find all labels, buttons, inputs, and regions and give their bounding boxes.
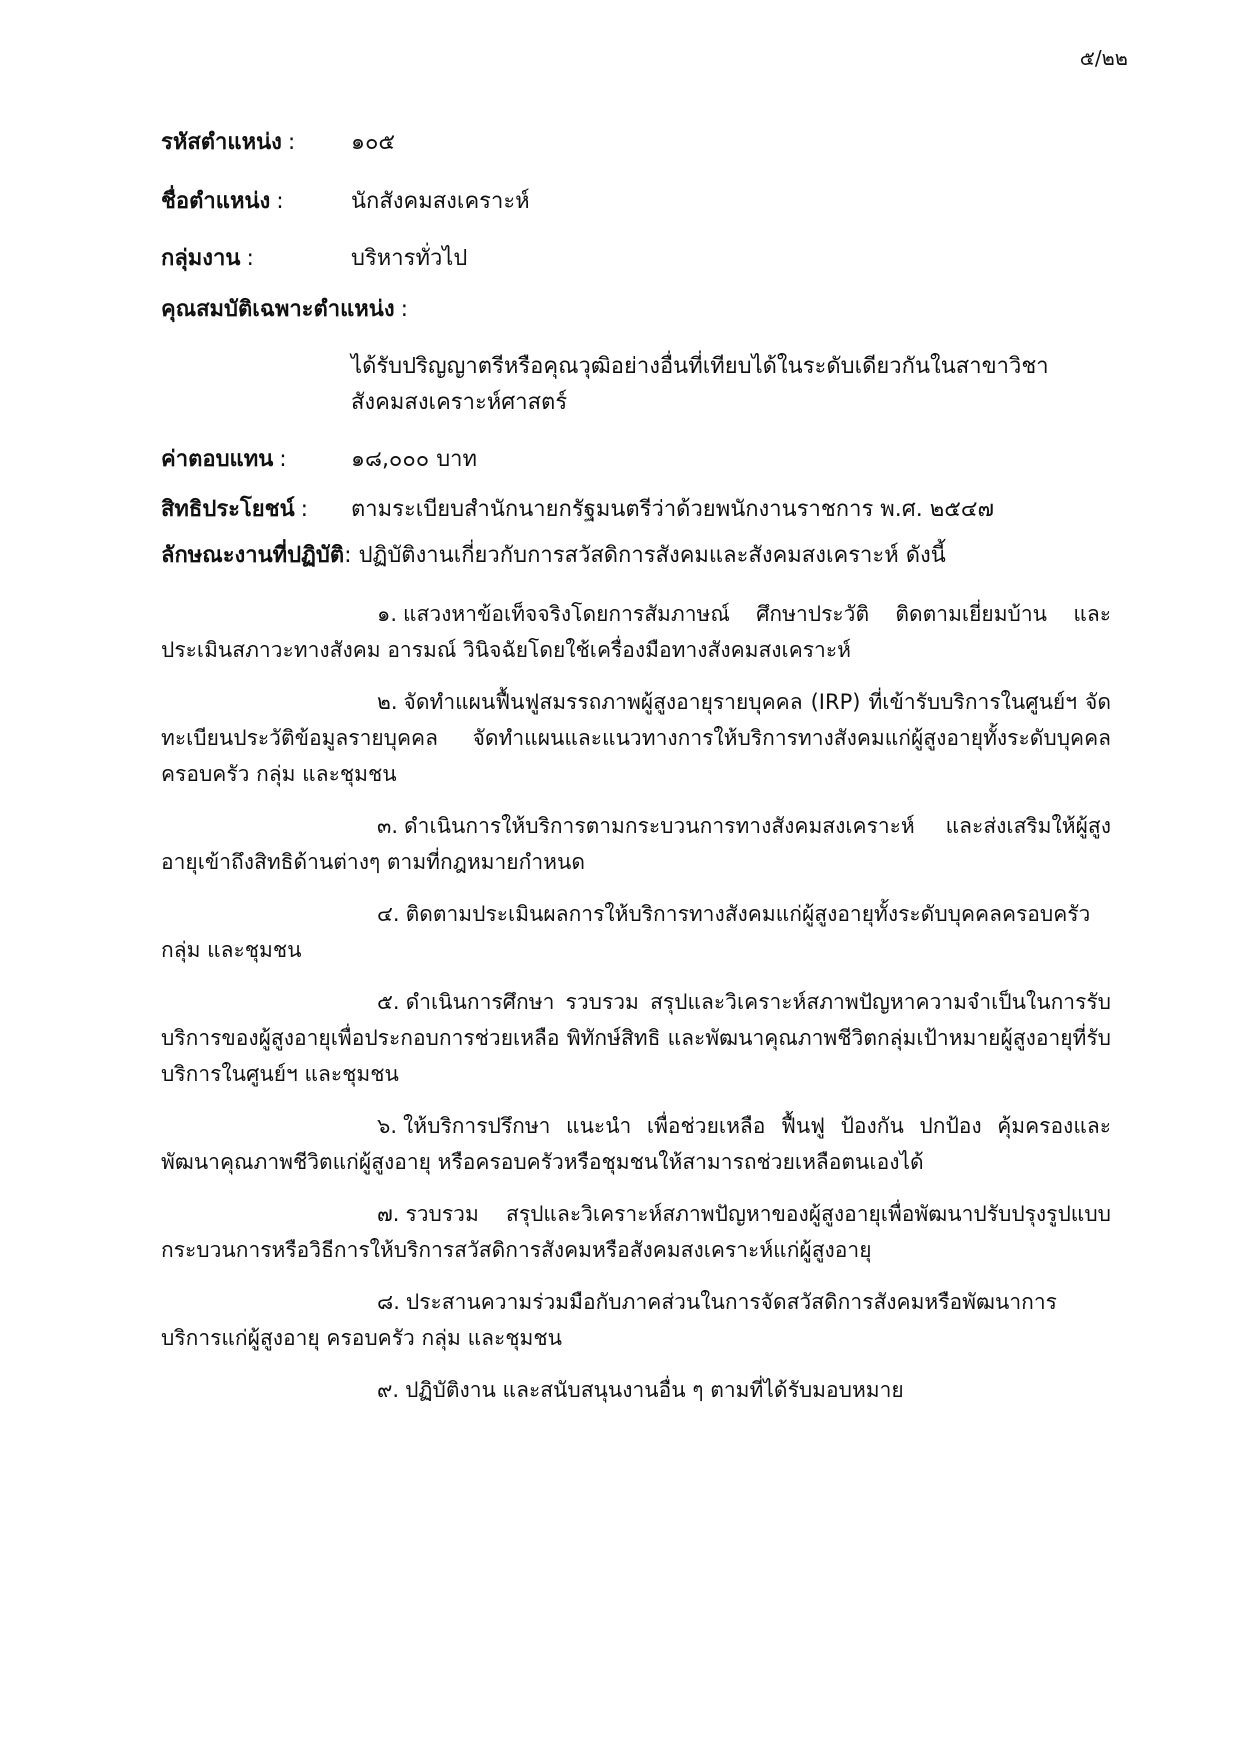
duty-number: ๕. bbox=[377, 990, 400, 1014]
duty-number: ๓. bbox=[377, 814, 399, 838]
benefits-value: ตามระเบียบสำนักนายกรัฐมนตรีว่าด้วยพนักงานราชการ พ.ศ. ๒๕๔๗ bbox=[351, 497, 995, 522]
duty-item bbox=[161, 808, 1111, 880]
work-group-value: บริหารทั่วไป bbox=[351, 246, 468, 271]
duty-number: ๗. bbox=[377, 1202, 400, 1226]
duty-text: แสวงหาข้อเท็จจริงโดยการสัมภาษณ์ ศึกษาประวัติ ติดตามเยี่ยมบ้าน และประเมินสภาวะทางสังคม อารมณ์ วินิจฉัยโดยใช้เครื่องมือทางสังคมสงเคราะห์ bbox=[161, 602, 1111, 662]
duty-text: ดำเนินการศึกษา รวบรวม สรุปและวิเคราะห์สภาพปัญหาความจำเป็นในการรับบริการของผู้สูงอายุเพื่อประกอบการช่วยเหลือ พิทักษ์สิทธิ และพัฒนาคุณภาพชีวิตกลุ่มเป้าหมายผู้สูงอายุที่รับบริการในศูนย์ฯ และชุมชน bbox=[161, 990, 1111, 1086]
duty-number: ๘. bbox=[377, 1290, 400, 1314]
position-code-value: ๑๐๕ bbox=[351, 130, 396, 155]
duty-text: ประสานความร่วมมือกับภาคส่วนในการจัดสวัสดิการสังคมหรือพัฒนาการบริการแก่ผู้สูงอายุ ครอบครัว กลุ่ม และชุมชน bbox=[161, 1290, 1057, 1350]
duties-list bbox=[161, 596, 1111, 1424]
duty-number: ๖. bbox=[377, 1114, 398, 1138]
field-work-group bbox=[161, 244, 468, 274]
duties-intro-value: ปฏิบัติงานเกี่ยวกับการสวัสดิการสังคมและสังคมสงเคราะห์ ดังนี้ bbox=[358, 543, 946, 568]
work-group-separator: : bbox=[246, 246, 254, 271]
position-name-value: นักสังคมสงเคราะห์ bbox=[351, 189, 530, 214]
duty-item bbox=[161, 1196, 1111, 1268]
duty-item bbox=[161, 596, 1111, 668]
compensation-separator: : bbox=[279, 447, 287, 472]
field-compensation bbox=[161, 445, 478, 475]
duty-text: จัดทำแผนฟื้นฟูสมรรถภาพผู้สูงอายุรายบุคคล (IRP) ที่เข้ารับบริการในศูนย์ฯ จัดทะเบียนประวัติข้อมูลรายบุคคล จัดทำแผนและแนวทางการให้บริการทางสังคมแก่ผู้สูงอายุทั้งระดับบุคคล ครอบครัว กลุ่ม และชุมชน bbox=[161, 690, 1111, 786]
duty-number: ๔. bbox=[377, 902, 400, 926]
duties-intro bbox=[161, 541, 946, 571]
page-number: ๕/๒๒ bbox=[1079, 46, 1128, 70]
duty-text: รวบรวม สรุปและวิเคราะห์สภาพปัญหาของผู้สูงอายุเพื่อพัฒนาปรับปรุงรูปแบบกระบวนการหรือวิธีการให้บริการสวัสดิการสังคมหรือสังคมสงเคราะห์แก่ผู้สูงอายุ bbox=[161, 1202, 1111, 1262]
duty-item bbox=[161, 984, 1111, 1092]
field-position-name bbox=[161, 187, 530, 217]
duty-item bbox=[161, 684, 1111, 792]
duty-item bbox=[161, 1108, 1111, 1180]
duty-item bbox=[161, 896, 1111, 968]
duty-text: ติดตามประเมินผลการให้บริการทางสังคมแก่ผู้สูงอายุทั้งระดับบุคคลครอบครัว กลุ่ม และชุมชน bbox=[161, 902, 1091, 962]
compensation-label: ค่าตอบแทน bbox=[161, 447, 274, 472]
duty-number: ๒. bbox=[377, 690, 398, 714]
field-benefits bbox=[161, 495, 995, 525]
duty-text: ให้บริการปรึกษา แนะนำ เพื่อช่วยเหลือ ฟื้นฟู ป้องกัน ปกป้อง คุ้มครองและพัฒนาคุณภาพชีวิตแก่ผู้สูงอายุ หรือครอบครัวหรือชุมชนให้สามารถช่วยเหลือตนเองได้ bbox=[161, 1114, 1111, 1174]
duty-item bbox=[161, 1372, 1111, 1408]
duty-text: ดำเนินการให้บริการตามกระบวนการทางสังคมสงเคราะห์ และส่งเสริมให้ผู้สูงอายุเข้าถึงสิทธิด้านต่างๆ ตามที่กฎหมายกำหนด bbox=[161, 814, 1111, 874]
position-code-separator: : bbox=[287, 130, 296, 155]
position-code-label: รหัสตำแหน่ง bbox=[161, 130, 282, 155]
position-name-label: ชื่อตำแหน่ง bbox=[161, 189, 271, 214]
duty-text: ปฏิบัติงาน และสนับสนุนงานอื่น ๆ ตามที่ได้รับมอบหมาย bbox=[405, 1378, 904, 1402]
duty-number: ๙. bbox=[377, 1378, 400, 1402]
benefits-separator: : bbox=[300, 497, 309, 522]
benefits-label: สิทธิประโยชน์ bbox=[161, 497, 295, 522]
duty-number: ๑. bbox=[377, 602, 398, 626]
duty-item bbox=[161, 1284, 1111, 1356]
compensation-value: ๑๘,๐๐๐ บาท bbox=[351, 447, 478, 472]
field-qualification bbox=[161, 295, 408, 325]
duties-intro-separator: : bbox=[344, 543, 352, 568]
work-group-label: กลุ่มงาน bbox=[161, 246, 241, 271]
field-position-code bbox=[161, 128, 396, 158]
position-name-separator: : bbox=[276, 189, 284, 214]
qualification-label: คุณสมบัติเฉพาะตำแหน่ง bbox=[161, 297, 395, 322]
qualification-text: ได้รับปริญญาตรีหรือคุณวุฒิอย่างอื่นที่เทียบได้ในระดับเดียวกันในสาขาวิชาสังคมสงเคราะห์ศาสตร์ bbox=[351, 354, 1049, 415]
qualification-separator: : bbox=[400, 297, 409, 322]
duties-intro-label: ลักษณะงานที่ปฏิบัติ bbox=[161, 543, 345, 568]
